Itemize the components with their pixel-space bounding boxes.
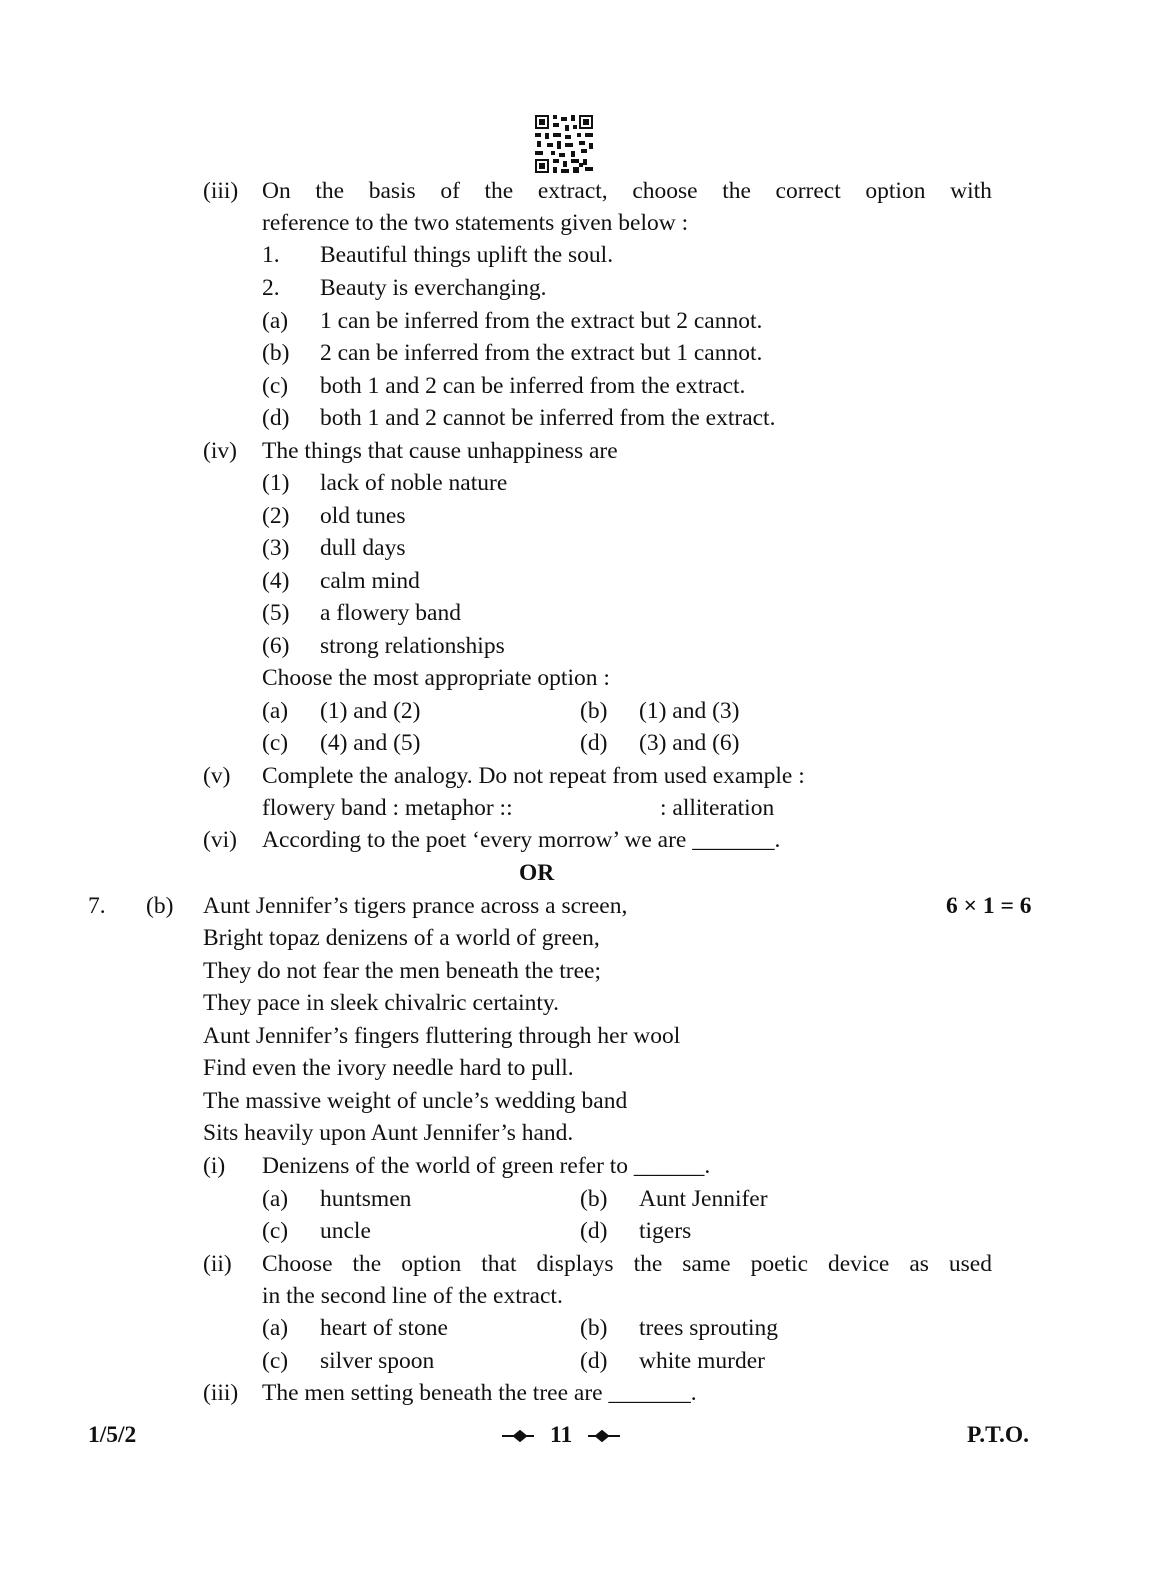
question-part: (b) (146, 893, 174, 919)
question-stem: The things that cause unhappiness are (262, 438, 618, 464)
option-label: (c) (262, 373, 289, 399)
item-text: strong relationships (320, 633, 505, 659)
option-text: trees sprouting (639, 1315, 779, 1341)
statement-number: 2. (262, 275, 280, 301)
question-number: (v) (203, 763, 231, 789)
item-text: lack of noble nature (320, 470, 508, 496)
question-stem: Complete the analogy. Do not repeat from used example : (262, 763, 805, 789)
option-text: huntsmen (320, 1186, 412, 1212)
option-label: (c) (262, 730, 289, 756)
option-label: (b) (262, 340, 290, 366)
item-text: a flowery band (320, 600, 461, 626)
question-stem: Denizens of the world of green refer to ______. (262, 1153, 711, 1179)
option-text: 2 can be inferred from the extract but 1 cannot. (320, 340, 763, 366)
paper-code: 1/5/2 (88, 1422, 137, 1448)
item-text: calm mind (320, 568, 420, 594)
item-text: old tunes (320, 503, 406, 529)
option-text: both 1 and 2 can be inferred from the extract. (320, 373, 746, 399)
option-text: heart of stone (320, 1315, 448, 1341)
poem-line: They pace in sleek chivalric certainty. (203, 990, 560, 1016)
option-label: (c) (262, 1218, 289, 1244)
option-label: (d) (262, 405, 290, 431)
question-stem-continued: reference to the two statements given below : (262, 210, 689, 236)
marks: 6 × 1 = 6 (946, 893, 1032, 919)
option-text: 1 can be inferred from the extract but 2 cannot. (320, 308, 763, 334)
option-label: (a) (262, 308, 289, 334)
option-text: white murder (639, 1348, 765, 1374)
option-label: (a) (262, 1186, 289, 1212)
option-label: (c) (262, 1348, 289, 1374)
poem-line: Sits heavily upon Aunt Jennifer’s hand. (203, 1120, 574, 1146)
option-text: both 1 and 2 cannot be inferred from the extract. (320, 405, 776, 431)
analogy-right: : alliteration (660, 795, 775, 821)
option-text: tigers (639, 1218, 692, 1244)
option-label: (d) (580, 730, 608, 756)
question-number: (vi) (203, 827, 237, 853)
option-text: (1) and (3) (639, 698, 740, 724)
poem-line: They do not fear the men beneath the tree; (203, 958, 602, 984)
question-stem: The men setting beneath the tree are _______. (262, 1380, 697, 1406)
poem-line: Aunt Jennifer’s fingers fluttering through her wool (203, 1023, 681, 1049)
option-label: (a) (262, 698, 289, 724)
question-number: (iii) (203, 1380, 239, 1406)
option-label: (b) (580, 1315, 608, 1341)
question-number: (ii) (203, 1251, 232, 1277)
item-number: (5) (262, 600, 290, 626)
option-text: (4) and (5) (320, 730, 421, 756)
option-label: (d) (580, 1218, 608, 1244)
poem-line: Aunt Jennifer’s tigers prance across a screen, (203, 893, 628, 919)
option-text: silver spoon (320, 1348, 435, 1374)
ornament-left-icon (500, 1429, 536, 1443)
item-text: dull days (320, 535, 406, 561)
option-text: Aunt Jennifer (639, 1186, 768, 1212)
option-label: (b) (580, 1186, 608, 1212)
option-text: (3) and (6) (639, 730, 740, 756)
page-number-block (500, 1424, 622, 1448)
item-number: (6) (262, 633, 290, 659)
option-label: (a) (262, 1315, 289, 1341)
item-number: (3) (262, 535, 290, 561)
ornament-right-icon (586, 1429, 622, 1443)
item-number: (4) (262, 568, 290, 594)
or-divider: OR (519, 860, 555, 886)
poem-line: The massive weight of uncle’s wedding band (203, 1088, 628, 1114)
choose-prompt: Choose the most appropriate option : (262, 665, 610, 691)
option-text: (1) and (2) (320, 698, 421, 724)
option-label: (d) (580, 1348, 608, 1374)
question-number: (iv) (203, 438, 237, 464)
statement-text: Beauty is everchanging. (320, 275, 547, 301)
item-number: (2) (262, 503, 290, 529)
question-number: (i) (203, 1153, 226, 1179)
question-stem-continued: in the second line of the extract. (262, 1283, 563, 1309)
question-number: (iii) (203, 178, 239, 204)
question-stem: Choose the option that displays the same poetic device as used (262, 1251, 992, 1277)
poem-line: Bright topaz denizens of a world of green, (203, 925, 600, 951)
pto-label: P.T.O. (967, 1422, 1030, 1448)
page-number: 11 (550, 1422, 573, 1448)
poem-line: Find even the ivory needle hard to pull. (203, 1055, 574, 1081)
question-stem: According to the poet ‘every morrow’ we are _______. (262, 827, 781, 853)
option-text: uncle (320, 1218, 371, 1244)
option-label: (b) (580, 698, 608, 724)
statement-number: 1. (262, 242, 280, 268)
analogy-left: flowery band : metaphor :: (262, 795, 513, 821)
item-number: (1) (262, 470, 290, 496)
qr-code (535, 115, 593, 173)
question-number: 7. (88, 893, 106, 919)
question-stem: On the basis of the extract, choose the correct option with (262, 178, 992, 204)
statement-text: Beautiful things uplift the soul. (320, 242, 614, 268)
